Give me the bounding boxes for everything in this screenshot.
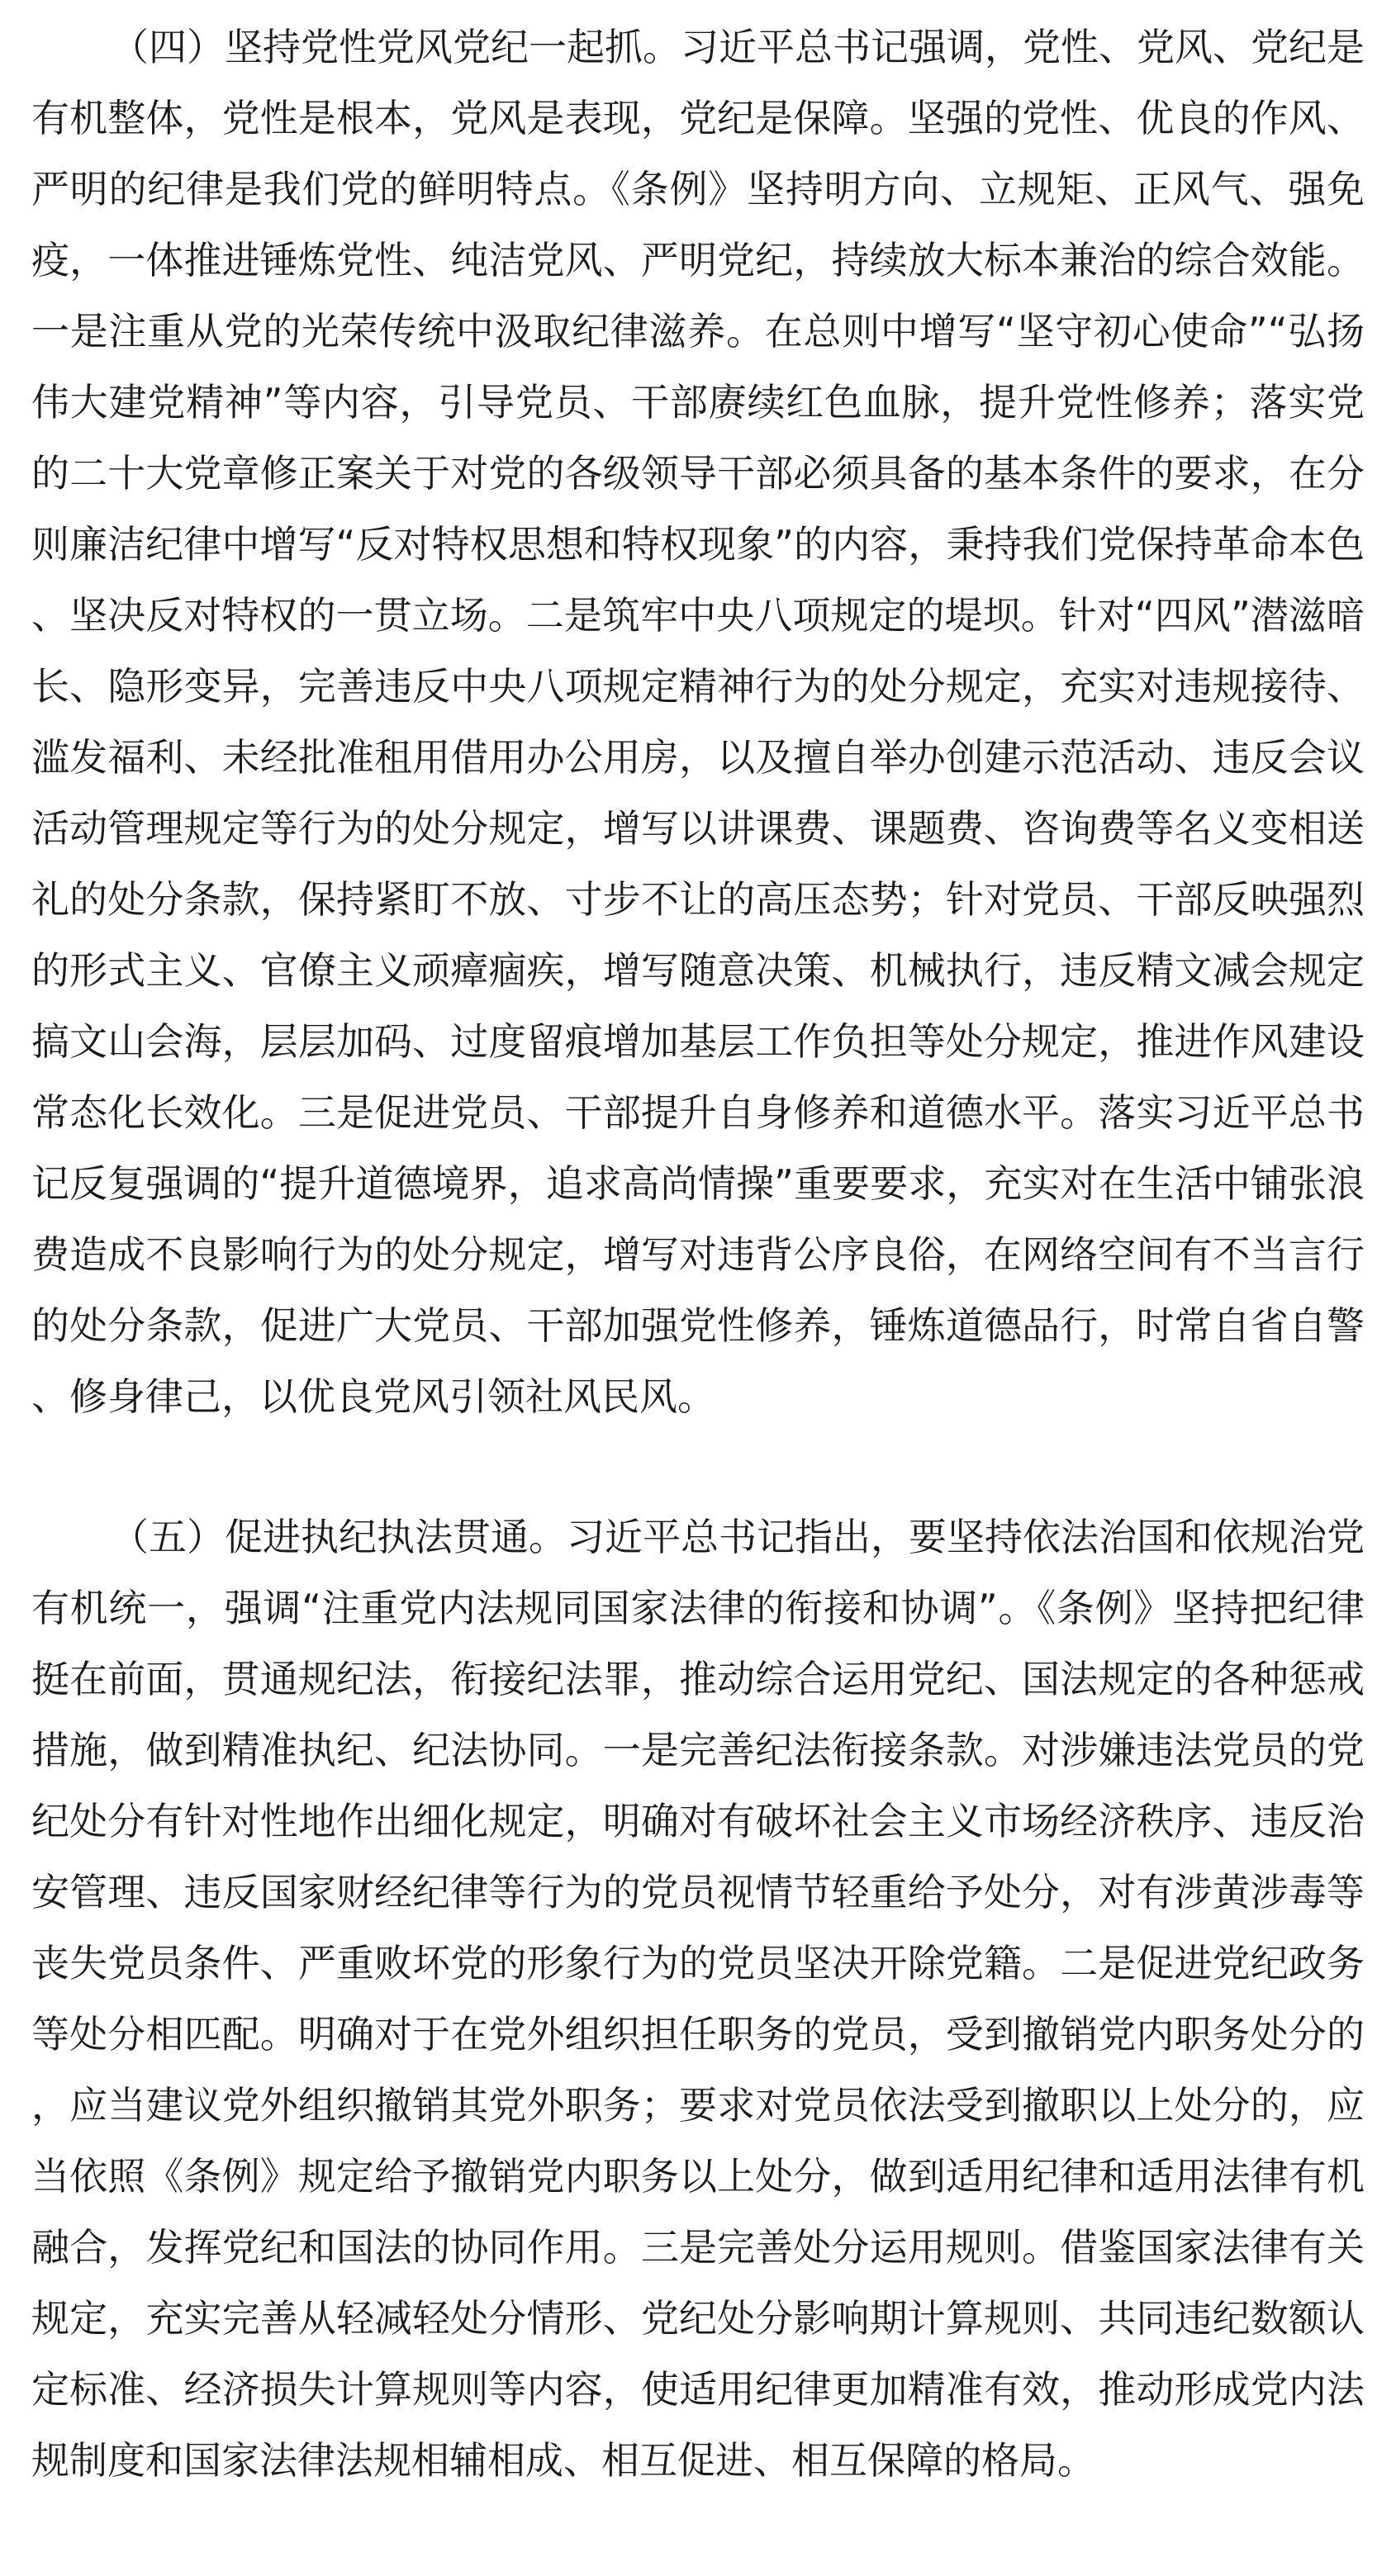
paragraph-section-five: （五）促进执纪执法贯通。习近平总书记指出，要坚持依法治国和依规治党有机统一，强调“注重党内法规同国家法律的衔接和协调”。《条例》坚持把纪律挺在前面，贯通规纪法，衔接纪法罪，推动综合运用党纪、国法规定的各种惩戒措施，做到精准执纪、纪法协同。一是完善纪法衔接条款。对涉嫌违法党员的党纪处分有针对性地作出细化规定，明确对有破坏社会主义市场经济秩序、违反治安管理、违反国家财经纪律等行为的党员视情节轻重给予处分，对有涉黄涉毒等丧失党员条件、严重败坏党的形象行为的党员坚决开除党籍。二是促进党纪政务等处分相匹配。明确对于在党外组织担任职务的党员，受到撤销党内职务处分的，应当建议党外组织撤销其党外职务；要求对党员依法受到撤职以上处分的，应当依照《条例》规定给予撤销党内职务以上处分，做到适用纪律和适用法律有机融合，发挥党纪和国法的协同作用。三是完善处分运用规则。借鉴国家法律有关规定，充实完善从轻减轻处分情形、党纪处分影响期计算规则、共同违纪数额认定标准、经济损失计算规则等内容，使适用纪律更加精准有效，推动形成党内法规制度和国家法律法规相辅相成、相互促进、相互保障的格局。 xyxy=(31,1515,1365,2483)
paragraph-section-four: （四）坚持党性党风党纪一起抓。习近平总书记强调，党性、党风、党纪是有机整体，党性是根本，党风是表现，党纪是保障。坚强的党性、优良的作风、严明的纪律是我们党的鲜明特点。《条例》坚持明方向、立规矩、正风气、强免疫，一体推进锤炼党性、纯洁党风、严明党纪，持续放大标本兼治的综合效能。一是注重从党的光荣传统中汲取纪律滋养。在总则中增写“坚守初心使命”“弘扬伟大建党精神”等内容，引导党员、干部赓续红色血脉，提升党性修养；落实党的二十大党章修正案关于对党的各级领导干部必须具备的基本条件的要求，在分则廉洁纪律中增写“反对特权思想和特权现象”的内容，秉持我们党保持革命本色、坚决反对特权的一贯立场。二是筑牢中央八项规定的堤坝。针对“四风”潜滋暗长、隐形变异，完善违反中央八项规定精神行为的处分规定，充实对违规接待、滥发福利、未经批准租用借用办公用房，以及擅自举办创建示范活动、违反会议活动管理规定等行为的处分规定，增写以讲课费、课题费、咨询费等名义变相送礼的处分条款，保持紧盯不放、寸步不让的高压态势；针对党员、干部反映强烈的形式主义、官僚主义顽瘴痼疾，增写随意决策、机械执行，违反精文减会规定搞文山会海，层层加码、过度留痕增加基层工作负担等处分规定，推进作风建设常态化长效化。三是促进党员、干部提升自身修养和道德水平。落实习近平总书记反复强调的“提升道德境界，追求高尚情操”重要要求，充实对在生活中铺张浪费造成不良影响行为的处分规定，增写对违背公序良俗，在网络空间有不当言行的处分条款，促进广大党员、干部加强党性修养，锤炼道德品行，时常自省自警、修身律己，以优良党风引领社风民风。 xyxy=(31,25,1365,1419)
